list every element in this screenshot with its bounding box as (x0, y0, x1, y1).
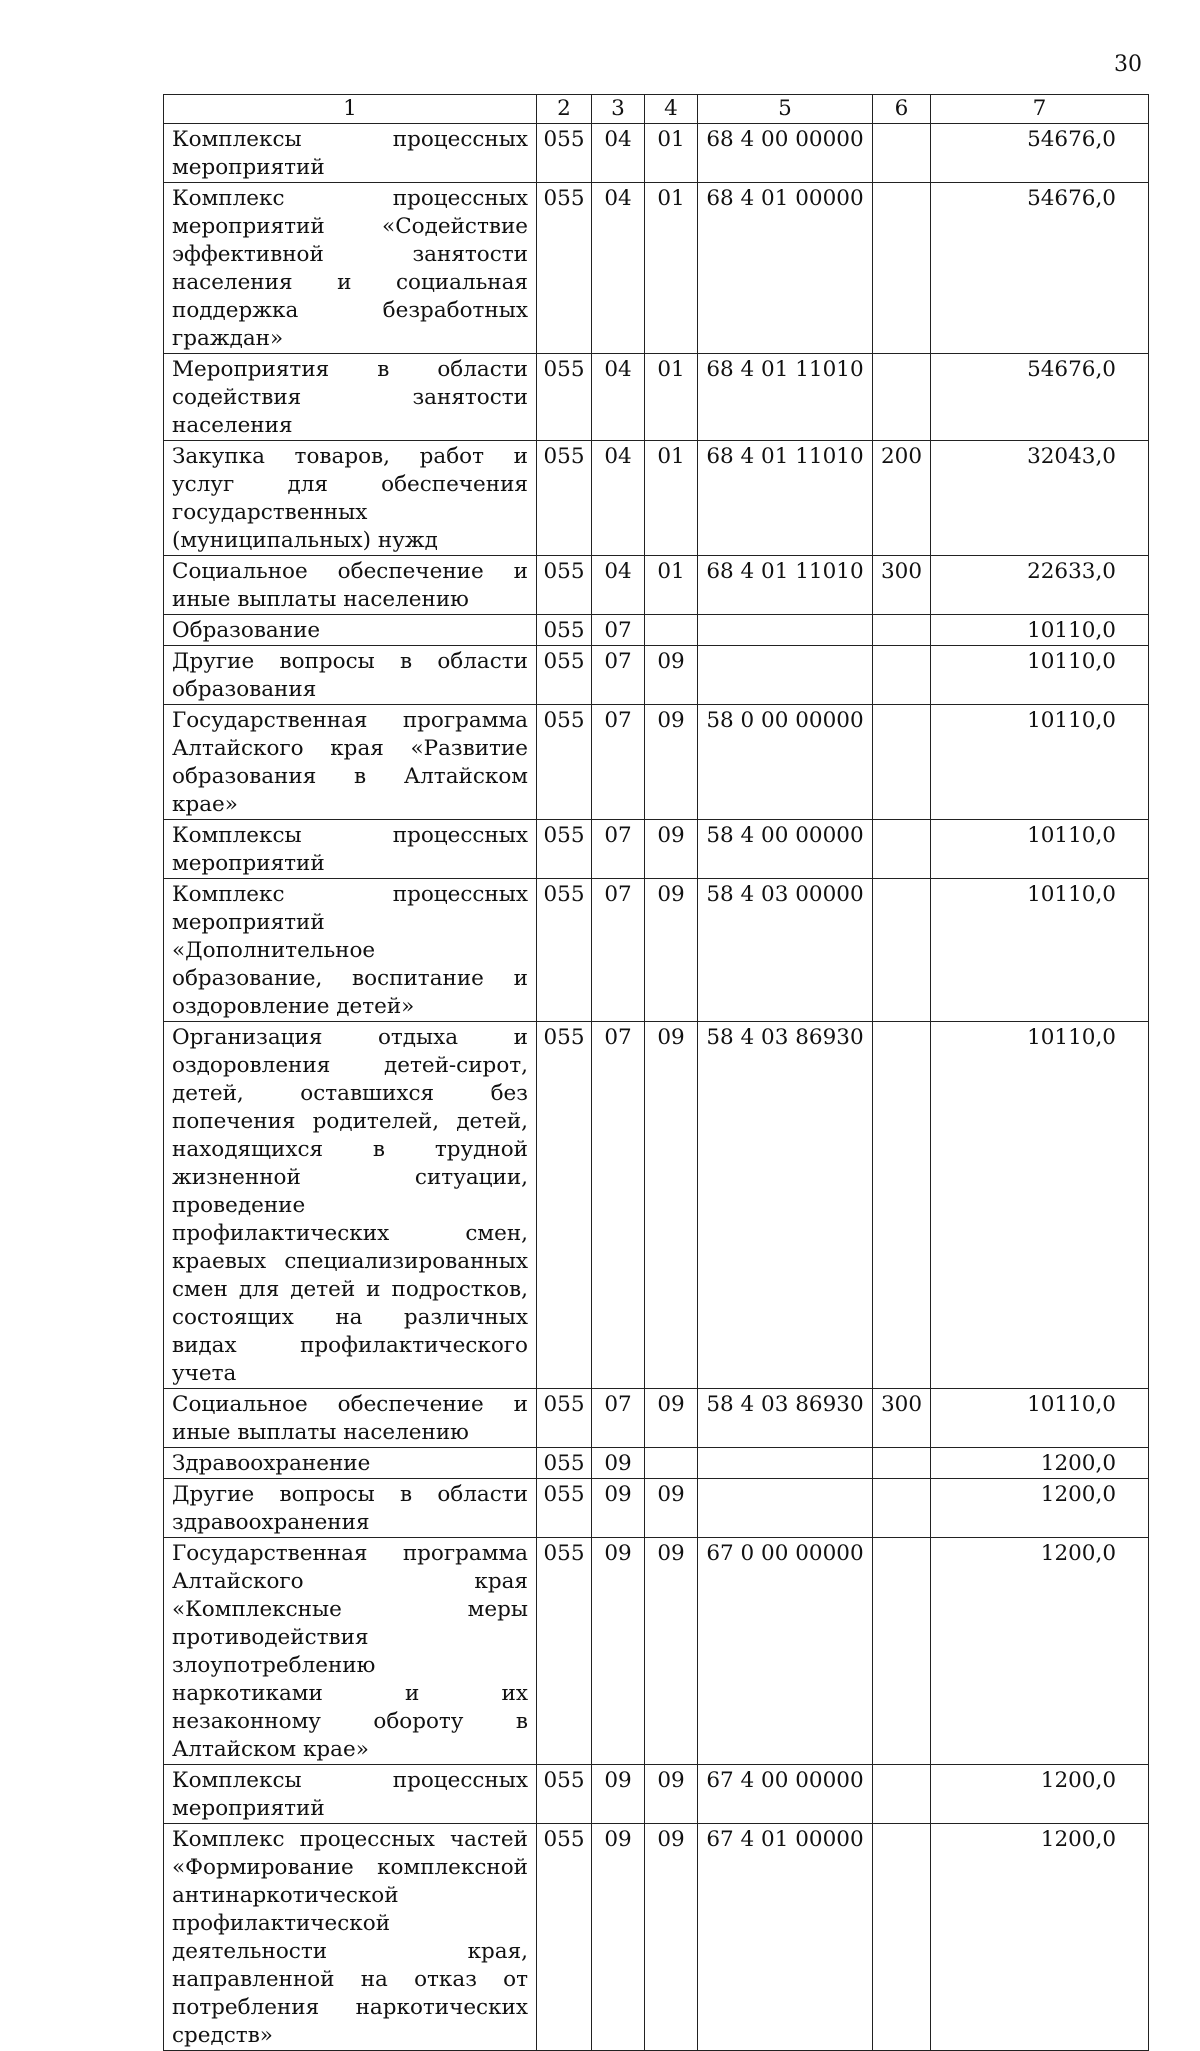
expense-type-code (873, 879, 931, 1022)
column-header: 4 (645, 95, 698, 124)
item-name: Образование (164, 615, 537, 646)
section-code: 09 (592, 1448, 645, 1479)
item-name: Организация отдыха и оздоровления детей-сирот, детей, оставшихся без попечения родителей, детей, находящихся в трудной жизненной ситуации, проведение профилактических смен, краевых специализированных смен для детей и подростков, состоящих на различных видах профилактического учета (164, 1022, 537, 1389)
amount: 10110,0 (931, 820, 1149, 879)
amount: 10110,0 (931, 705, 1149, 820)
subsection-code: 09 (645, 1389, 698, 1448)
target-article-code: 58 4 03 86930 (698, 1389, 873, 1448)
admin-code: 055 (537, 1479, 592, 1538)
subsection-code (645, 615, 698, 646)
table-body (164, 124, 1149, 2051)
admin-code: 055 (537, 1448, 592, 1479)
subsection-code: 09 (645, 1538, 698, 1765)
target-article-code: 68 4 01 11010 (698, 556, 873, 615)
section-code: 04 (592, 441, 645, 556)
table-row (164, 556, 1149, 615)
admin-code: 055 (537, 1765, 592, 1824)
amount: 54676,0 (931, 124, 1149, 183)
item-name: Мероприятия в области содействия занятости населения (164, 354, 537, 441)
target-article-code: 58 4 00 00000 (698, 820, 873, 879)
column-header: 1 (164, 95, 537, 124)
subsection-code (645, 1448, 698, 1479)
subsection-code: 09 (645, 879, 698, 1022)
amount: 1200,0 (931, 1538, 1149, 1765)
item-name: Комплексы процессных мероприятий (164, 1765, 537, 1824)
item-name: Другие вопросы в области здравоохранения (164, 1479, 537, 1538)
admin-code: 055 (537, 1389, 592, 1448)
admin-code: 055 (537, 820, 592, 879)
subsection-code: 09 (645, 820, 698, 879)
admin-code: 055 (537, 124, 592, 183)
admin-code: 055 (537, 183, 592, 354)
column-header: 2 (537, 95, 592, 124)
table-row (164, 1824, 1149, 2051)
table-row (164, 879, 1149, 1022)
section-code: 07 (592, 615, 645, 646)
subsection-code: 01 (645, 556, 698, 615)
section-code: 07 (592, 705, 645, 820)
table-row (164, 1022, 1149, 1389)
table-row (164, 646, 1149, 705)
item-name: Комплекс процессных мероприятий «Содействие эффективной занятости населения и социальная поддержка безработных граждан» (164, 183, 537, 354)
section-code: 09 (592, 1479, 645, 1538)
subsection-code: 09 (645, 1765, 698, 1824)
page-number: 30 (1114, 52, 1142, 77)
amount: 1200,0 (931, 1765, 1149, 1824)
expense-type-code (873, 1765, 931, 1824)
table-row (164, 441, 1149, 556)
target-article-code (698, 1479, 873, 1538)
section-code: 07 (592, 1022, 645, 1389)
admin-code: 055 (537, 1538, 592, 1765)
expense-type-code (873, 1448, 931, 1479)
table-row (164, 1389, 1149, 1448)
item-name: Комплекс процессных частей «Формирование комплексной антинаркотической профилактической деятельности края, направленной на отказ от потребления наркотических средств» (164, 1824, 537, 2051)
amount: 1200,0 (931, 1448, 1149, 1479)
expense-type-code (873, 124, 931, 183)
item-name: Государственная программа Алтайского края «Развитие образования в Алтайском крае» (164, 705, 537, 820)
column-header: 3 (592, 95, 645, 124)
item-name: Государственная программа Алтайского края «Комплексные меры противодействия злоупотреблению наркотиками и их незаконному обороту в Алтайском крае» (164, 1538, 537, 1765)
target-article-code (698, 646, 873, 705)
table-row (164, 183, 1149, 354)
section-code: 04 (592, 556, 645, 615)
expense-type-code (873, 1479, 931, 1538)
expense-type-code (873, 1824, 931, 2051)
subsection-code: 01 (645, 354, 698, 441)
target-article-code: 58 0 00 00000 (698, 705, 873, 820)
target-article-code: 67 4 01 00000 (698, 1824, 873, 2051)
target-article-code: 68 4 01 11010 (698, 441, 873, 556)
expense-type-code: 300 (873, 556, 931, 615)
column-header: 5 (698, 95, 873, 124)
section-code: 07 (592, 820, 645, 879)
amount: 10110,0 (931, 615, 1149, 646)
target-article-code: 68 4 00 00000 (698, 124, 873, 183)
expense-type-code (873, 354, 931, 441)
item-name: Комплекс процессных мероприятий «Дополнительное образование, воспитание и оздоровление детей» (164, 879, 537, 1022)
admin-code: 055 (537, 441, 592, 556)
amount: 10110,0 (931, 1389, 1149, 1448)
admin-code: 055 (537, 705, 592, 820)
table-row (164, 1538, 1149, 1765)
expense-type-code: 300 (873, 1389, 931, 1448)
section-code: 09 (592, 1538, 645, 1765)
expense-type-code (873, 705, 931, 820)
amount: 1200,0 (931, 1479, 1149, 1538)
section-code: 07 (592, 646, 645, 705)
item-name: Другие вопросы в области образования (164, 646, 537, 705)
item-name: Комплексы процессных мероприятий (164, 124, 537, 183)
subsection-code: 01 (645, 441, 698, 556)
expense-type-code (873, 1538, 931, 1765)
column-header: 7 (931, 95, 1149, 124)
table-row (164, 1448, 1149, 1479)
item-name: Здравоохранение (164, 1448, 537, 1479)
admin-code: 055 (537, 646, 592, 705)
admin-code: 055 (537, 615, 592, 646)
target-article-code: 58 4 03 00000 (698, 879, 873, 1022)
expense-type-code (873, 820, 931, 879)
amount: 22633,0 (931, 556, 1149, 615)
expense-type-code (873, 183, 931, 354)
admin-code: 055 (537, 879, 592, 1022)
admin-code: 055 (537, 1824, 592, 2051)
subsection-code: 09 (645, 646, 698, 705)
target-article-code: 67 4 00 00000 (698, 1765, 873, 1824)
budget-table (163, 94, 1149, 2051)
table-row (164, 1765, 1149, 1824)
item-name: Социальное обеспечение и иные выплаты населению (164, 1389, 537, 1448)
target-article-code: 68 4 01 11010 (698, 354, 873, 441)
subsection-code: 09 (645, 1824, 698, 2051)
subsection-code: 09 (645, 705, 698, 820)
section-code: 07 (592, 879, 645, 1022)
amount: 10110,0 (931, 646, 1149, 705)
expense-type-code (873, 646, 931, 705)
subsection-code: 09 (645, 1479, 698, 1538)
table-row (164, 1479, 1149, 1538)
amount: 10110,0 (931, 879, 1149, 1022)
amount: 1200,0 (931, 1824, 1149, 2051)
amount: 54676,0 (931, 183, 1149, 354)
section-code: 07 (592, 1389, 645, 1448)
item-name: Закупка товаров, работ и услуг для обеспечения государственных (муниципальных) нужд (164, 441, 537, 556)
amount: 32043,0 (931, 441, 1149, 556)
table-row (164, 820, 1149, 879)
subsection-code: 09 (645, 1022, 698, 1389)
section-code: 04 (592, 354, 645, 441)
target-article-code (698, 1448, 873, 1479)
section-code: 09 (592, 1824, 645, 2051)
subsection-code: 01 (645, 124, 698, 183)
section-code: 04 (592, 124, 645, 183)
admin-code: 055 (537, 354, 592, 441)
amount: 10110,0 (931, 1022, 1149, 1389)
expense-type-code (873, 615, 931, 646)
subsection-code: 01 (645, 183, 698, 354)
admin-code: 055 (537, 556, 592, 615)
target-article-code (698, 615, 873, 646)
column-number-row (164, 95, 1149, 124)
target-article-code: 58 4 03 86930 (698, 1022, 873, 1389)
table-row (164, 124, 1149, 183)
admin-code: 055 (537, 1022, 592, 1389)
item-name: Социальное обеспечение и иные выплаты населению (164, 556, 537, 615)
table-row (164, 354, 1149, 441)
table-row (164, 705, 1149, 820)
target-article-code: 68 4 01 00000 (698, 183, 873, 354)
section-code: 04 (592, 183, 645, 354)
expense-type-code: 200 (873, 441, 931, 556)
expense-type-code (873, 1022, 931, 1389)
section-code: 09 (592, 1765, 645, 1824)
amount: 54676,0 (931, 354, 1149, 441)
item-name: Комплексы процессных мероприятий (164, 820, 537, 879)
target-article-code: 67 0 00 00000 (698, 1538, 873, 1765)
table-row (164, 615, 1149, 646)
column-header: 6 (873, 95, 931, 124)
